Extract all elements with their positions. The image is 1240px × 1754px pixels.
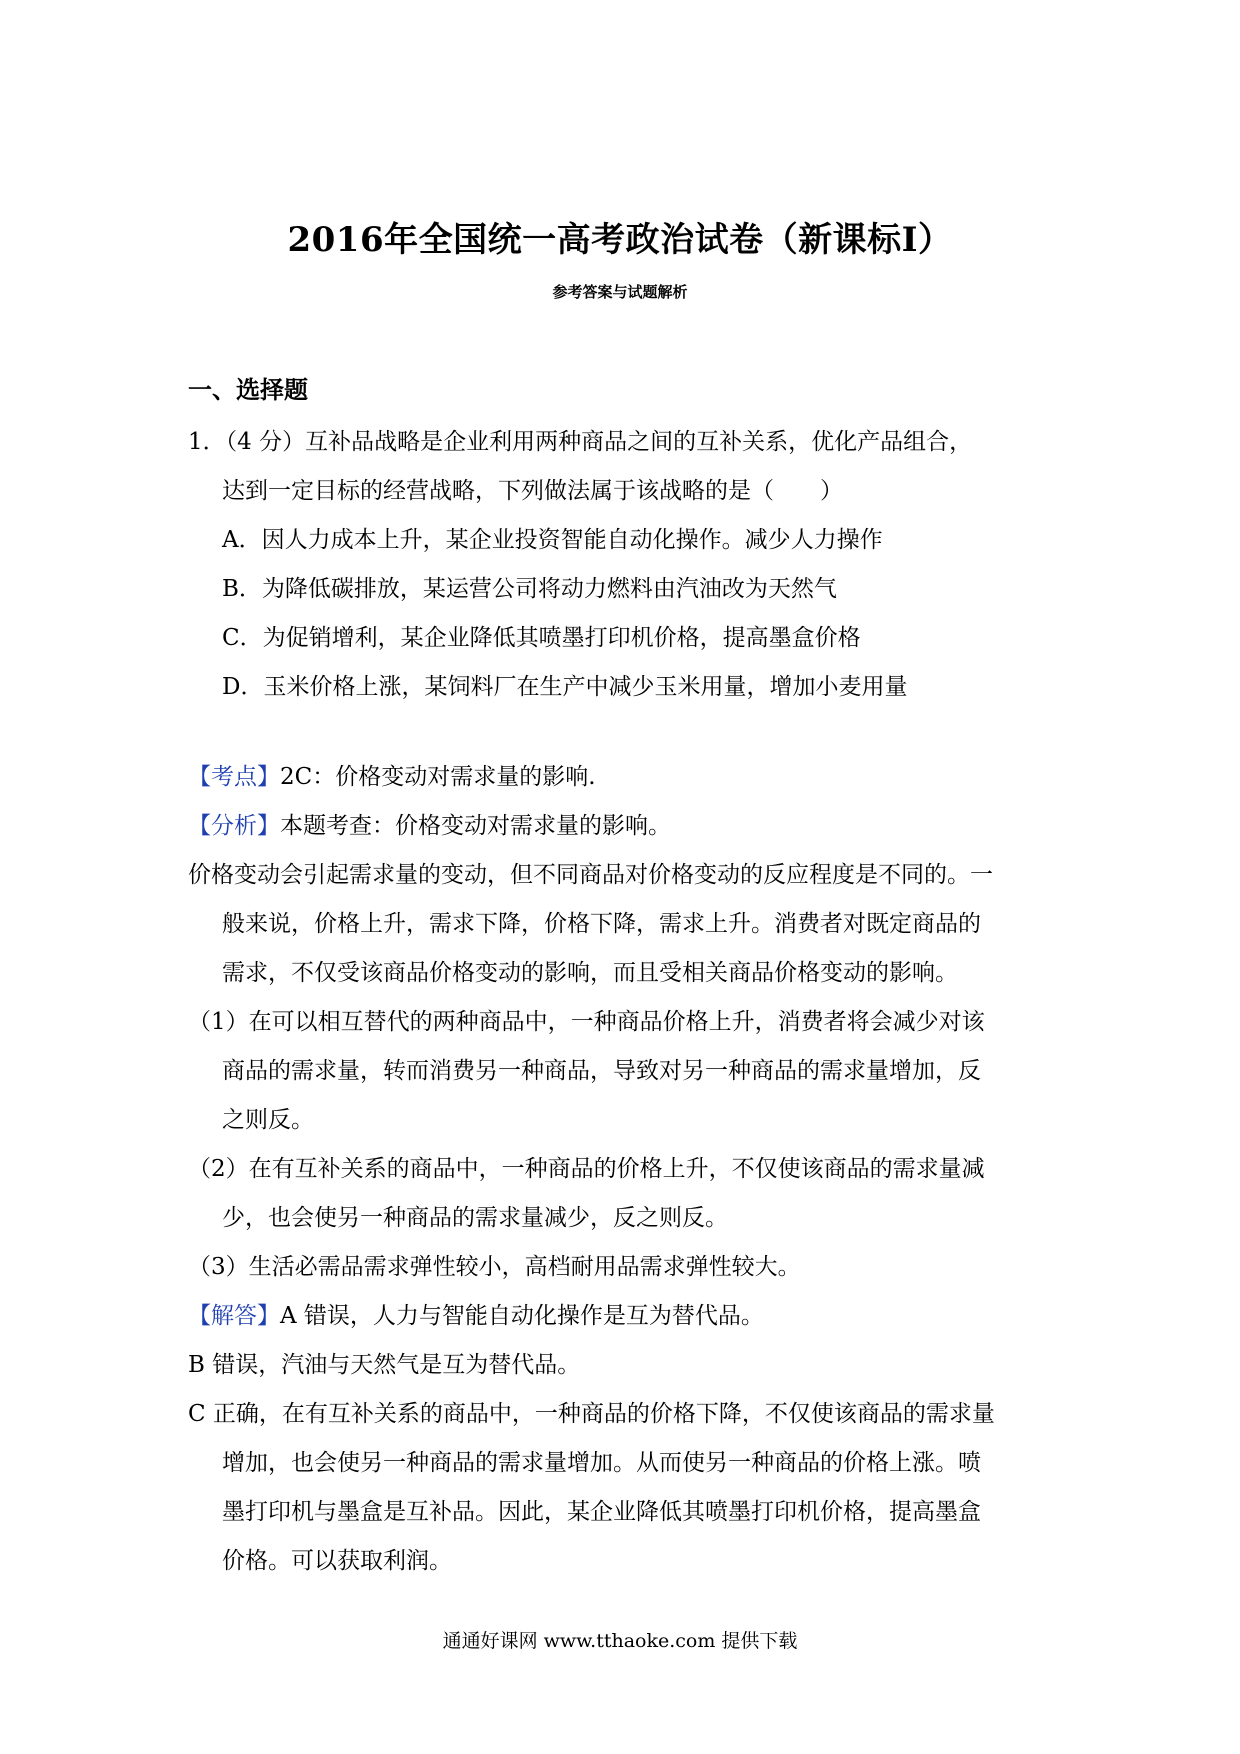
- analysis-point-1-cont: 之则反。: [222, 1107, 314, 1133]
- analysis-point-1-cont: 商品的需求量，转而消费另一种商品，导致对另一种商品的需求量增加，反: [222, 1058, 981, 1084]
- document-title: 2016年全国统一高考政治试卷（新课标I）: [287, 220, 953, 260]
- jieda-text: A 错误，人力与智能自动化操作是互为替代品。: [280, 1303, 764, 1329]
- analysis-point-2: （2）在有互补关系的商品中，一种商品的价格上升，不仅使该商品的需求量减: [188, 1156, 985, 1182]
- option-b: B．为降低碳排放，某运营公司将动力燃料由汽油改为天然气: [222, 576, 837, 602]
- fenxi-line: [188, 802, 1068, 851]
- analysis-point-2-cont: 少，也会使另一种商品的需求量减少，反之则反。: [222, 1205, 728, 1231]
- answer-c-line: C 正确，在有互补关系的商品中，一种商品的价格下降，不仅使该商品的需求量: [188, 1401, 995, 1427]
- option-c: C．为促销增利，某企业降低其喷墨打印机价格，提高墨盒价格: [222, 625, 861, 651]
- question-stem-line: 达到一定目标的经营战略，下列做法属于该战略的是（ ）: [222, 478, 843, 504]
- kaodian-tag: 【考点】: [188, 764, 280, 790]
- option-a: A．因人力成本上升，某企业投资智能自动化操作。减少人力操作: [222, 527, 883, 553]
- answer-c-line-cont: 增加，也会使另一种商品的需求量增加。从而使另一种商品的价格上涨。喷: [222, 1450, 981, 1476]
- section-heading: 一、选择题: [188, 375, 308, 404]
- analysis-paragraph-line: 需求，不仅受该商品价格变动的影响，而且受相关商品价格变动的影响。: [222, 960, 958, 986]
- jieda-line: [188, 1292, 1068, 1341]
- option-d: D．玉米价格上涨，某饲料厂在生产中减少玉米用量，增加小麦用量: [222, 674, 908, 700]
- question-stem-line: 1．（4 分）互补品战略是企业利用两种商品之间的互补关系，优化产品组合，: [188, 429, 973, 455]
- fenxi-tag: 【分析】: [188, 813, 280, 839]
- analysis-point-3: （3）生活必需品需求弹性较小，高档耐用品需求弹性较大。: [188, 1254, 801, 1280]
- answer-b-line: B 错误，汽油与天然气是互为替代品。: [188, 1352, 581, 1378]
- answer-c-line-cont: 价格。可以获取利润。: [222, 1548, 452, 1574]
- analysis-paragraph-line: 价格变动会引起需求量的变动，但不同商品对价格变动的反应程度是不同的。一: [188, 862, 993, 888]
- kaodian-line: [188, 753, 1068, 802]
- fenxi-text: 本题考查：价格变动对需求量的影响。: [280, 813, 671, 839]
- answer-c-line-cont: 墨打印机与墨盒是互补品。因此，某企业降低其喷墨打印机价格，提高墨盒: [222, 1499, 981, 1525]
- analysis-point-1: （1）在可以相互替代的两种商品中，一种商品价格上升，消费者将会减少对该: [188, 1009, 985, 1035]
- question-1: [188, 418, 1068, 712]
- jieda-tag: 【解答】: [188, 1303, 280, 1329]
- document-subtitle: 参考答案与试题解析: [552, 283, 688, 301]
- analysis-block: [188, 753, 1068, 1586]
- page-footer: 通通好课网 www.tthaoke.com 提供下载: [442, 1630, 798, 1652]
- kaodian-text: 2C：价格变动对需求量的影响.: [280, 764, 596, 790]
- analysis-paragraph-line: 般来说，价格上升，需求下降，价格下降，需求上升。消费者对既定商品的: [222, 911, 981, 937]
